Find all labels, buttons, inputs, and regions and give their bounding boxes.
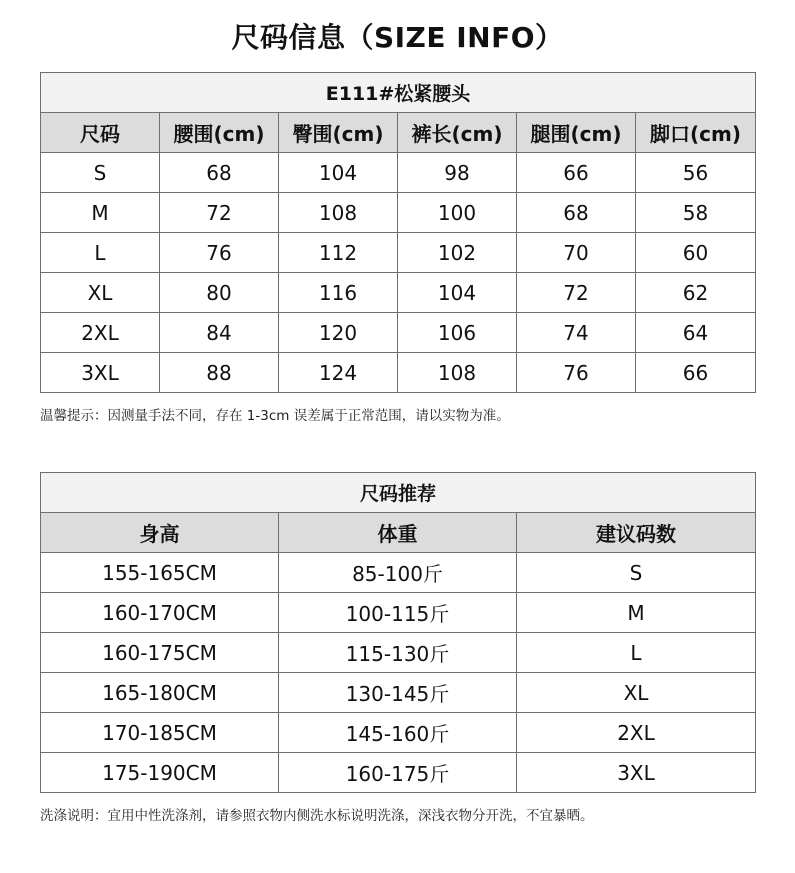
header-recommended-size: 建议码数 bbox=[517, 513, 756, 553]
table-row bbox=[41, 353, 756, 393]
header-weight: 体重 bbox=[279, 513, 517, 553]
length-cell: 106 bbox=[398, 313, 517, 353]
recommended-size-cell: 3XL bbox=[517, 753, 756, 793]
waist-cell: 72 bbox=[160, 193, 279, 233]
size-table-caption-row bbox=[41, 73, 756, 113]
size-cell: XL bbox=[41, 273, 160, 313]
table-row bbox=[41, 193, 756, 233]
weight-cell: 100-115斤 bbox=[279, 593, 517, 633]
weight-cell: 115-130斤 bbox=[279, 633, 517, 673]
height-cell: 175-190CM bbox=[41, 753, 279, 793]
height-cell: 170-185CM bbox=[41, 713, 279, 753]
table-row bbox=[41, 673, 756, 713]
header-hip: 臀围(cm) bbox=[279, 113, 398, 153]
table-row bbox=[41, 713, 756, 753]
header-waist: 腰围(cm) bbox=[160, 113, 279, 153]
size-table-header-row bbox=[41, 113, 756, 153]
thigh-cell: 74 bbox=[517, 313, 636, 353]
header-height: 身高 bbox=[41, 513, 279, 553]
waist-cell: 80 bbox=[160, 273, 279, 313]
size-cell: 3XL bbox=[41, 353, 160, 393]
table-row bbox=[41, 153, 756, 193]
weight-cell: 85-100斤 bbox=[279, 553, 517, 593]
length-cell: 98 bbox=[398, 153, 517, 193]
recommended-size-cell: 2XL bbox=[517, 713, 756, 753]
recommend-table-header-row bbox=[41, 513, 756, 553]
length-cell: 104 bbox=[398, 273, 517, 313]
hip-cell: 108 bbox=[279, 193, 398, 233]
height-cell: 160-170CM bbox=[41, 593, 279, 633]
size-cell: S bbox=[41, 153, 160, 193]
length-cell: 102 bbox=[398, 233, 517, 273]
header-thigh: 腿围(cm) bbox=[517, 113, 636, 153]
table-row bbox=[41, 753, 756, 793]
length-cell: 108 bbox=[398, 353, 517, 393]
thigh-cell: 68 bbox=[517, 193, 636, 233]
hip-cell: 104 bbox=[279, 153, 398, 193]
height-cell: 155-165CM bbox=[41, 553, 279, 593]
size-cell: L bbox=[41, 233, 160, 273]
hem-cell: 56 bbox=[636, 153, 756, 193]
thigh-cell: 72 bbox=[517, 273, 636, 313]
recommend-table-caption-row bbox=[41, 473, 756, 513]
waist-cell: 68 bbox=[160, 153, 279, 193]
size-table-caption: E111#松紧腰头 bbox=[41, 73, 756, 113]
waist-cell: 84 bbox=[160, 313, 279, 353]
washing-instructions-note: 洗涤说明：宜用中性洗涤剂，请参照衣物内侧洗水标说明洗涤，深浅衣物分开洗，不宜暴晒。 bbox=[40, 808, 594, 824]
table-row bbox=[41, 593, 756, 633]
recommended-size-cell: XL bbox=[517, 673, 756, 713]
hem-cell: 58 bbox=[636, 193, 756, 233]
hem-cell: 60 bbox=[636, 233, 756, 273]
measurement-tip-note: 温馨提示：因测量手法不同，存在 1-3cm 误差属于正常范围，请以实物为准。 bbox=[40, 408, 510, 424]
size-recommendation-table bbox=[40, 472, 756, 793]
waist-cell: 76 bbox=[160, 233, 279, 273]
waist-cell: 88 bbox=[160, 353, 279, 393]
recommended-size-cell: M bbox=[517, 593, 756, 633]
header-length: 裤长(cm) bbox=[398, 113, 517, 153]
hip-cell: 116 bbox=[279, 273, 398, 313]
header-hem: 脚口(cm) bbox=[636, 113, 756, 153]
table-row bbox=[41, 273, 756, 313]
table-row bbox=[41, 633, 756, 673]
table-row bbox=[41, 233, 756, 273]
size-cell: M bbox=[41, 193, 160, 233]
header-size: 尺码 bbox=[41, 113, 160, 153]
hip-cell: 124 bbox=[279, 353, 398, 393]
height-cell: 165-180CM bbox=[41, 673, 279, 713]
hip-cell: 112 bbox=[279, 233, 398, 273]
weight-cell: 160-175斤 bbox=[279, 753, 517, 793]
height-cell: 160-175CM bbox=[41, 633, 279, 673]
size-info-table bbox=[40, 72, 756, 393]
thigh-cell: 70 bbox=[517, 233, 636, 273]
page-title: 尺码信息（SIZE INFO） bbox=[231, 21, 564, 54]
hem-cell: 62 bbox=[636, 273, 756, 313]
hem-cell: 64 bbox=[636, 313, 756, 353]
recommended-size-cell: L bbox=[517, 633, 756, 673]
hem-cell: 66 bbox=[636, 353, 756, 393]
thigh-cell: 66 bbox=[517, 153, 636, 193]
weight-cell: 145-160斤 bbox=[279, 713, 517, 753]
table-row bbox=[41, 553, 756, 593]
length-cell: 100 bbox=[398, 193, 517, 233]
size-cell: 2XL bbox=[41, 313, 160, 353]
recommended-size-cell: S bbox=[517, 553, 756, 593]
table-row bbox=[41, 313, 756, 353]
weight-cell: 130-145斤 bbox=[279, 673, 517, 713]
recommend-table-caption: 尺码推荐 bbox=[41, 473, 756, 513]
hip-cell: 120 bbox=[279, 313, 398, 353]
thigh-cell: 76 bbox=[517, 353, 636, 393]
